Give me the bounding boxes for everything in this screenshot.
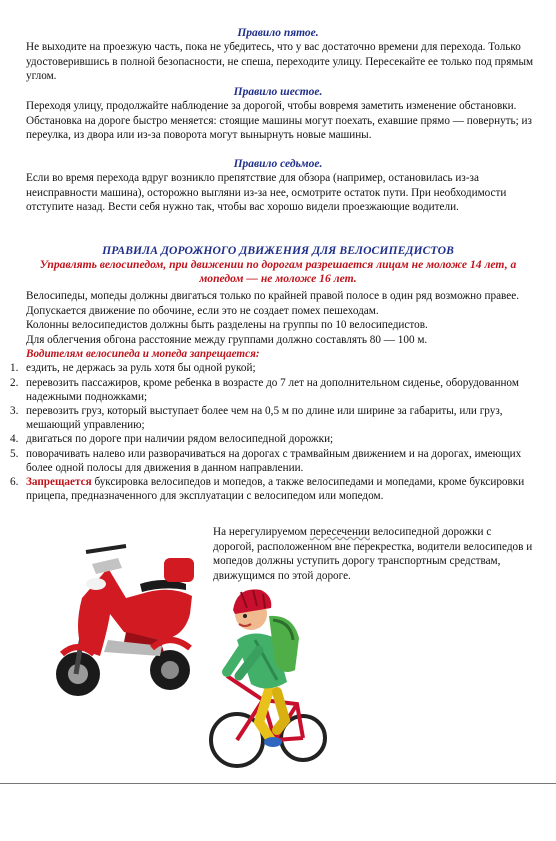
rule-7-title: Правило седьмое. (233, 158, 323, 170)
scooter-image (52, 528, 202, 704)
cyclists-line-4: Для облегчения обгона расстояние между группами должно составлять 80 — 100 м. (26, 333, 428, 346)
cyclists-section (0, 244, 556, 503)
rule-5-section (0, 26, 556, 84)
crossing-text-pre: На нерегулируемом (213, 526, 310, 538)
rule-5-text: Не выходите на проезжую часть, пока не убедитесь, что у вас достаточно времени для перехода. Только удостоверившись в полной безопасности, не спеша, переходите улицу. Пересекайте ее только под прямым углом. (26, 41, 534, 83)
scooter-illustration (52, 528, 202, 704)
forbidden-title: Водителям велосипеда и мопеда запрещается: (26, 348, 260, 361)
forbidden-word: Запрещается (26, 476, 92, 488)
list-item (0, 447, 532, 475)
list-item-text: буксировка велосипедов и мопедов, а также велосипедами и мопедами, кроме буксировки прицепа, предназначенного для эксплуатации с велосипедом или мопедом. (26, 476, 525, 503)
cyclist-image (207, 580, 327, 776)
cyclists-subtitle: Управлять велосипедом, при движении по дорогам разрешается лицам не моложе 14 лет, а мопедом — не моложе 16 лет. (39, 258, 517, 285)
list-item-text: перевозить пассажиров, кроме ребенка в возрасте до 7 лет на дополнительном сиденье, оборудованном надежными подножками; (26, 376, 519, 403)
rule-5-title: Правило пятое. (237, 27, 319, 39)
cyclists-line-3: Колонны велосипедистов должны быть разделены на группы по 10 велосипедистов. (26, 319, 428, 332)
cyclists-title: ПРАВИЛА ДОРОЖНОГО ДВИЖЕНИЯ ДЛЯ ВЕЛОСИПЕДИСТОВ (102, 244, 454, 257)
crossing-paragraph (213, 525, 533, 583)
crossing-text-post: велосипедной дорожки с дорогой, расположенном вне перекрестка, водители велосипедов и мопедов должны уступить дорогу транспортным средствам, движущимся по этой дороге. (213, 526, 533, 582)
page-divider (0, 783, 556, 784)
list-item-number: 5. (10, 447, 19, 460)
list-item (0, 361, 532, 375)
cyclists-line-1: Велосипеды, мопеды должны двигаться только по крайней правой полосе в один ряд возможно правее. (26, 290, 520, 302)
list-item-text: перевозить груз, который выступает более чем на 0,5 м по длине или ширине за габариты, или груз, мешающий управлению; (26, 404, 503, 432)
list-item-number: 1. (10, 362, 19, 375)
rule-6-text: Переходя улицу, продолжайте наблюдение за дорогой, чтобы вовремя заметить изменение обстановки. Обстановка на дороге быстро меняется: стоящие машины могут поехать, ехавшие прямо — повернуть; из переулка, из двора или из-за поворота могут вынырнуть новые машины. (26, 100, 532, 142)
list-item-number: 6. (10, 476, 19, 488)
cyclist-illustration (207, 580, 327, 776)
rule-7-section (0, 157, 556, 215)
list-item-number: 2. (10, 376, 19, 389)
rule-6-title: Правило шестое. (233, 86, 323, 98)
list-item-text: ездить, не держась за руль хотя бы одной рукой; (26, 362, 256, 375)
list-item-number: 4. (10, 433, 19, 446)
list-item-text: двигаться по дороге при наличии рядом велосипедной дорожки; (26, 433, 334, 446)
list-item-text: поворачивать налево или разворачиваться на дорогах с трамвайным движением и на дорогах, имеющих более одной полосы для движения в данном направлении. (26, 447, 522, 474)
rule-6-section (0, 85, 556, 143)
list-item-number: 3. (10, 404, 19, 417)
list-item (0, 404, 532, 432)
crossing-text-underlined: пересечении (309, 526, 370, 538)
forbidden-list (0, 361, 556, 503)
list-item (0, 376, 532, 404)
list-item (0, 432, 532, 446)
cyclists-line-2: Допускается движение по обочине, если это не создает помех пешеходам. (26, 304, 379, 317)
rule-7-text: Если во время перехода вдруг возникло препятствие для обзора (например, остановилась из-за неисправности машина), осторожно выгляни из-за нее, осмотрите остаток пути. При необходимости отступите назад. Вести себя нужно так, чтобы вас хорошо видели проезжающие водители. (26, 172, 507, 214)
list-item (0, 475, 532, 503)
